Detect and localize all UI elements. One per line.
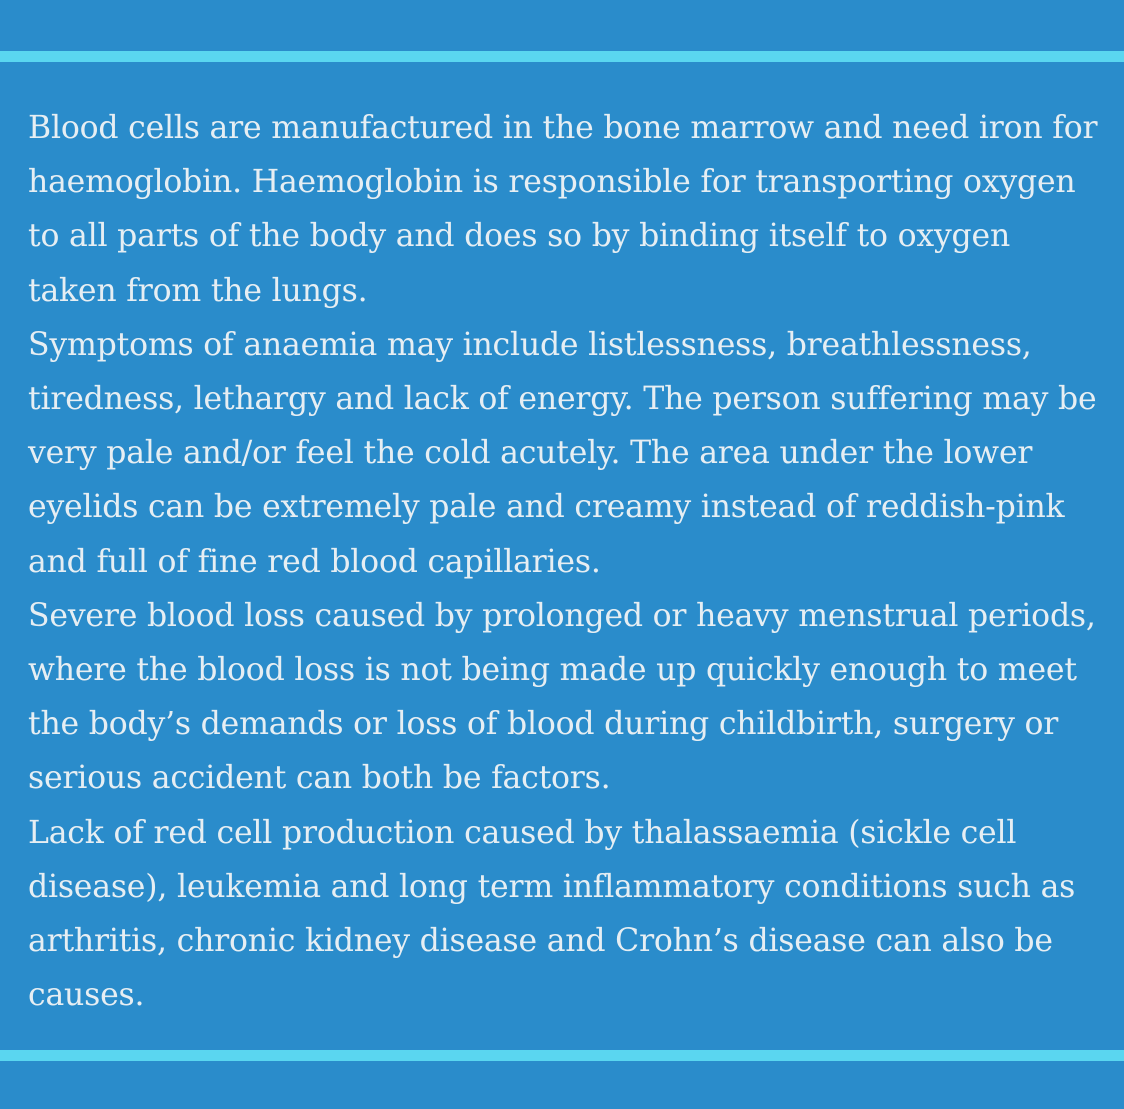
top-accent-rule <box>0 51 1124 62</box>
paragraph-blood-loss: Severe blood loss caused by prolonged or heavy menstrual periods, where the blood loss is not being made up quickly enough to meet the body’s demands or loss of blood during childbirth, surgery or serious accident can both be factors. <box>28 597 1096 797</box>
body-text <box>28 101 1108 1022</box>
paragraph-blood-cells: Blood cells are manufactured in the bone marrow and need iron for haemoglobin. Haemoglobin is responsible for transporting oxygen to all parts of the body and does so by binding itself to oxygen taken from the lungs. <box>28 110 1098 309</box>
bottom-accent-rule <box>0 1050 1124 1061</box>
paragraph-red-cell-production: Lack of red cell production caused by thalassaemia (sickle cell disease), leukemia and long term inflammatory conditions such as arthritis, chronic kidney disease and Crohn’s disease can also be causes. <box>28 814 1076 1014</box>
paragraph-symptoms: Symptoms of anaemia may include listlessness, breathlessness, tiredness, lethargy and lack of energy. The person suffering may be very pale and/or feel the cold acutely. The area under the lower eyelids can be extremely pale and creamy instead of reddish-pink and full of fine red blood capillaries. <box>28 326 1097 580</box>
